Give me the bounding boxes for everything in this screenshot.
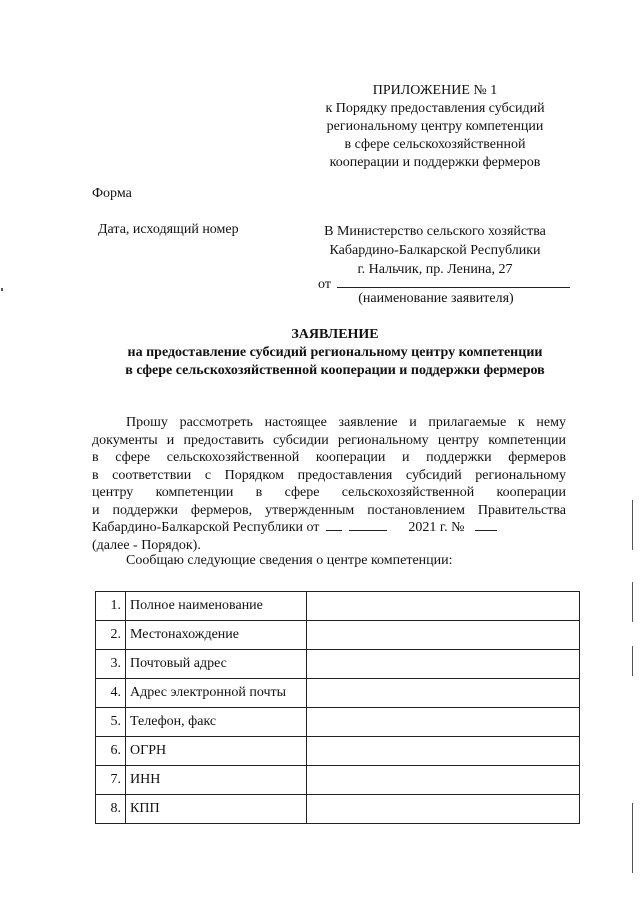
addressee-line: г. Нальчик, пр. Ленина, 27 xyxy=(357,262,513,277)
table-row xyxy=(96,679,580,708)
table-row xyxy=(96,708,580,737)
document-title xyxy=(92,326,578,380)
row-value-field[interactable] xyxy=(307,708,580,737)
row-number: 7. xyxy=(96,766,126,795)
resolution-year: 2021 г. № xyxy=(408,520,465,535)
from-label: от xyxy=(318,277,331,292)
scan-mark xyxy=(632,803,633,873)
addressee-line: Кабардино-Балкарской Республики xyxy=(329,243,541,258)
row-label: Местонахождение xyxy=(126,621,307,650)
table-row xyxy=(96,795,580,824)
date-number-label: Дата, исходящий номер xyxy=(98,222,239,237)
title-heading: ЗАЯВЛЕНИЕ xyxy=(291,327,379,342)
paragraph-line: в сфере сельскохозяйственной кооперации и поддержки фермеров xyxy=(92,450,566,465)
table-row xyxy=(96,650,580,679)
paragraph-line: в соответствии с Порядком предоставления субсидий региональному xyxy=(92,467,566,483)
resolution-number-field[interactable] xyxy=(475,519,497,531)
row-value-field[interactable] xyxy=(307,592,580,621)
row-label: КПП xyxy=(126,795,307,824)
competence-center-table xyxy=(95,591,580,824)
day-field[interactable] xyxy=(326,519,342,531)
row-label: ИНН xyxy=(126,766,307,795)
paragraph-line: Прошу рассмотреть настоящее заявление и прилагаемые к нему xyxy=(126,415,566,430)
form-label: Форма xyxy=(92,186,132,201)
row-number: 6. xyxy=(96,737,126,766)
scan-mark xyxy=(1,288,3,291)
addressee-line: В Министерство сельского хозяйства xyxy=(324,224,546,239)
row-number: 8. xyxy=(96,795,126,824)
paragraph-line: и поддержки фермеров, утвержденным постановлением Правительства xyxy=(92,502,566,518)
row-value-field[interactable] xyxy=(307,679,580,708)
appendix-title: ПРИЛОЖЕНИЕ № 1 xyxy=(372,83,498,98)
row-label: Телефон, факс xyxy=(126,708,307,737)
applicant-name-field[interactable] xyxy=(337,276,570,288)
resolution-prefix: Кабардино-Балкарской Республики от xyxy=(92,520,320,535)
appendix-header xyxy=(300,82,570,172)
scan-mark xyxy=(632,582,633,622)
table-row xyxy=(96,737,580,766)
row-value-field[interactable] xyxy=(307,795,580,824)
row-number: 3. xyxy=(96,650,126,679)
row-value-field[interactable] xyxy=(307,621,580,650)
table-row xyxy=(96,766,580,795)
table-row xyxy=(96,621,580,650)
row-value-field[interactable] xyxy=(307,650,580,679)
row-label: Адрес электронной почты xyxy=(126,679,307,708)
row-number: 5. xyxy=(96,708,126,737)
title-line: на предоставление субсидий региональному центру компетенции xyxy=(127,345,543,360)
row-number: 2. xyxy=(96,621,126,650)
month-field[interactable] xyxy=(349,519,387,531)
scan-mark xyxy=(632,500,633,550)
addressee-block xyxy=(300,222,570,279)
appendix-line: региональному центру компетенции xyxy=(326,119,544,134)
info-intro: Сообщаю следующие сведения о центре компетенции: xyxy=(126,553,453,568)
row-number: 4. xyxy=(96,679,126,708)
paragraph-line: документы и предоставить субсидии региональному центру компетенции xyxy=(92,432,566,448)
appendix-line: в сфере сельскохозяйственной xyxy=(344,137,526,152)
request-paragraph xyxy=(92,414,566,554)
row-label: Полное наименование xyxy=(126,592,307,621)
paragraph-line: центру компетенции в сфере сельскохозяйственной кооперации xyxy=(92,485,566,500)
row-value-field[interactable] xyxy=(307,737,580,766)
applicant-note: (наименование заявителя) xyxy=(358,291,514,306)
scan-mark xyxy=(632,646,633,676)
row-label: ОГРН xyxy=(126,737,307,766)
row-number: 1. xyxy=(96,592,126,621)
paragraph-line: (далее - Порядок). xyxy=(92,537,201,553)
row-value-field[interactable] xyxy=(307,766,580,795)
appendix-line: кооперации и поддержки фермеров xyxy=(329,155,541,170)
title-line: в сфере сельскохозяйственной кооперации и поддержки фермеров xyxy=(125,363,545,378)
appendix-line: к Порядку предоставления субсидий xyxy=(325,101,545,116)
row-label: Почтовый адрес xyxy=(126,650,307,679)
table-row xyxy=(96,592,580,621)
paragraph-line-date xyxy=(92,519,566,537)
